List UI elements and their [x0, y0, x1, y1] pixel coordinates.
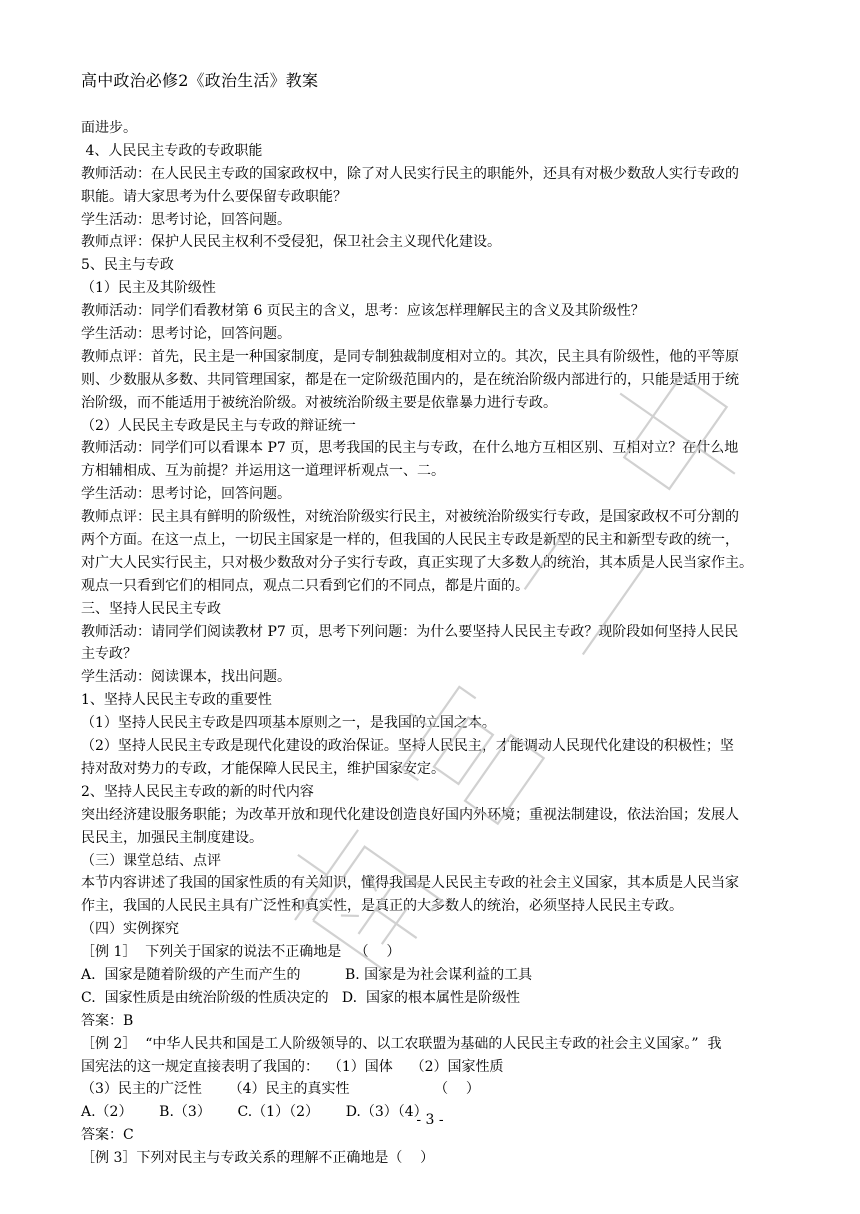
text-line: 面进步。 — [81, 120, 137, 136]
page-number: - 3 - — [416, 1112, 444, 1128]
text-line: 主专政？ — [81, 646, 137, 663]
text-line: A. 国家是随着阶级的产生而产生的 B. 国家是为社会谋利益的工具 — [81, 966, 533, 983]
text-line: 教师点评：保护人民民主权利不受侵犯，保卫社会主义现代化建设。 — [81, 234, 501, 251]
document-body — [81, 117, 781, 1170]
text-line: 答案：B — [81, 1012, 134, 1029]
text-line: C. 国家性质是由统治阶级的性质决定的 D. 国家的根本属性是阶级性 — [81, 989, 520, 1006]
text-line: （2）坚持人民民主专政是现代化建设的政治保证。坚持人民民主，才能调动人民现代化建设的积极性；坚 — [81, 738, 734, 755]
text-line: ［例 3］下列对民主与专政关系的理解不正确地是（ ） — [81, 1150, 435, 1167]
text-line: 教师点评：首先，民主是一种国家制度，是同专制独裁制度相对立的。其次，民主具有阶级性，他的平等原 — [81, 348, 739, 365]
text-line: 突出经济建设服务职能；为改革开放和现代化建设创造良好国内外环境；重视法制建设，依法治国；发展人 — [81, 806, 739, 823]
text-line: 三、坚持人民民主专政 — [81, 600, 221, 617]
text-line: （2）人民民主专政是民主与专政的辩证统一 — [81, 417, 356, 434]
text-line: 学生活动：思考讨论，回答问题。 — [81, 486, 291, 503]
text-line: 方相辅相成、互为前提？并运用这一道理评析观点一、二。 — [81, 463, 445, 480]
text-line: 5、民主与专政 — [81, 257, 174, 274]
page-header-title: 高中政治必修2《政治生活》教案 — [81, 71, 319, 90]
text-line: 观点一只看到它们的相同点，观点二只看到它们的不同点，都是片面的。 — [81, 577, 529, 594]
text-line: 教师活动：同学们看教材第 6 页民主的含义，思考：应该怎样理解民主的含义及其阶级性？ — [81, 303, 645, 320]
text-line: A.（2） B.（3） C.（1）（2） D.（3）（4） — [81, 1104, 428, 1121]
text-line: 两个方面。在这一点上，一切民主国家是一样的，但我国的人民民主专政是新型的民主和新型专政的统一， — [81, 532, 739, 549]
text-line: （1）坚持人民民主专政是四项基本原则之一，是我国的立国之本。 — [81, 715, 496, 732]
text-line: 学生活动：阅读课本，找出问题。 — [81, 669, 291, 686]
text-line: 学生活动：思考讨论，回答问题。 — [81, 211, 291, 228]
text-line: （四）实例探究 — [81, 921, 179, 938]
text-line: 教师点评：民主具有鲜明的阶级性，对统治阶级实行民主，对被统治阶级实行专政，是国家政权不可分割的 — [81, 509, 739, 526]
text-line: （三）课堂总结、点评 — [81, 852, 221, 869]
header-rule — [81, 97, 779, 98]
text-line: 民民主，加强民主制度建设。 — [81, 829, 263, 846]
text-line: 2、坚持人民民主专政的新的时代内容 — [81, 783, 314, 800]
text-line: ［例 2］ “中华人民共和国是工人阶级领导的、以工农联盟为基础的人民民主专政的社会主义国家。” 我 — [81, 1035, 722, 1052]
text-line: 教师活动：同学们可以看课本 P7 页，思考我国的民主与专政，在什么地方互相区别、互相对立？在什么地 — [81, 440, 739, 457]
text-line: ［例 1］ 下列关于国家的说法不正确地是 （ ） — [81, 944, 401, 961]
text-line: 治阶级，而不能适用于被统治阶级。对被统治阶级主要是依靠暴力进行专政。 — [81, 394, 557, 411]
text-line: （3）民主的广泛性 （4）民主的真实性 （ ） — [81, 1081, 480, 1098]
text-line: 则、少数服从多数、共同管理国家，都是在一定阶级范围内的，是在统治阶级内部进行的，只能是适用于统 — [81, 371, 739, 388]
text-line: 答案：C — [81, 1127, 134, 1144]
text-line: 教师活动：在人民民主专政的国家政权中，除了对人民实行民主的职能外，还具有对极少数敌人实行专政的 — [81, 165, 739, 182]
text-line: 教师活动：请同学们阅读教材 P7 页，思考下列问题：为什么要坚持人民民主专政？现阶段如何坚持人民民 — [81, 623, 739, 640]
text-line: （1）民主及其阶级性 — [81, 280, 216, 297]
text-line: 国宪法的这一规定直接表明了我国的： （1）国体 （2）国家性质 — [81, 1058, 504, 1075]
text-line: 1、坚持人民民主专政的重要性 — [81, 692, 272, 709]
text-line: 本节内容讲述了我国的国家性质的有关知识，懂得我国是人民民主专政的社会主义国家，其本质是人民当家 — [81, 875, 739, 892]
text-line: 作主，我国的人民民主具有广泛性和真实性，是真正的大多数人的统治，必须坚持人民民主专政。 — [81, 898, 683, 915]
text-line: 职能。请大家思考为什么要保留专政职能？ — [81, 188, 347, 205]
text-line: 学生活动：思考讨论，回答问题。 — [81, 326, 291, 343]
text-line: 持对敌对势力的专政，才能保障人民民主，维护国家安定。 — [81, 760, 445, 777]
text-line: 4、人民民主专政的专政职能 — [81, 142, 263, 159]
text-line: 对广大人民实行民主，只对极少数敌对分子实行专政，真正实现了大多数人的统治，其本质是人民当家作主。 — [81, 554, 753, 571]
